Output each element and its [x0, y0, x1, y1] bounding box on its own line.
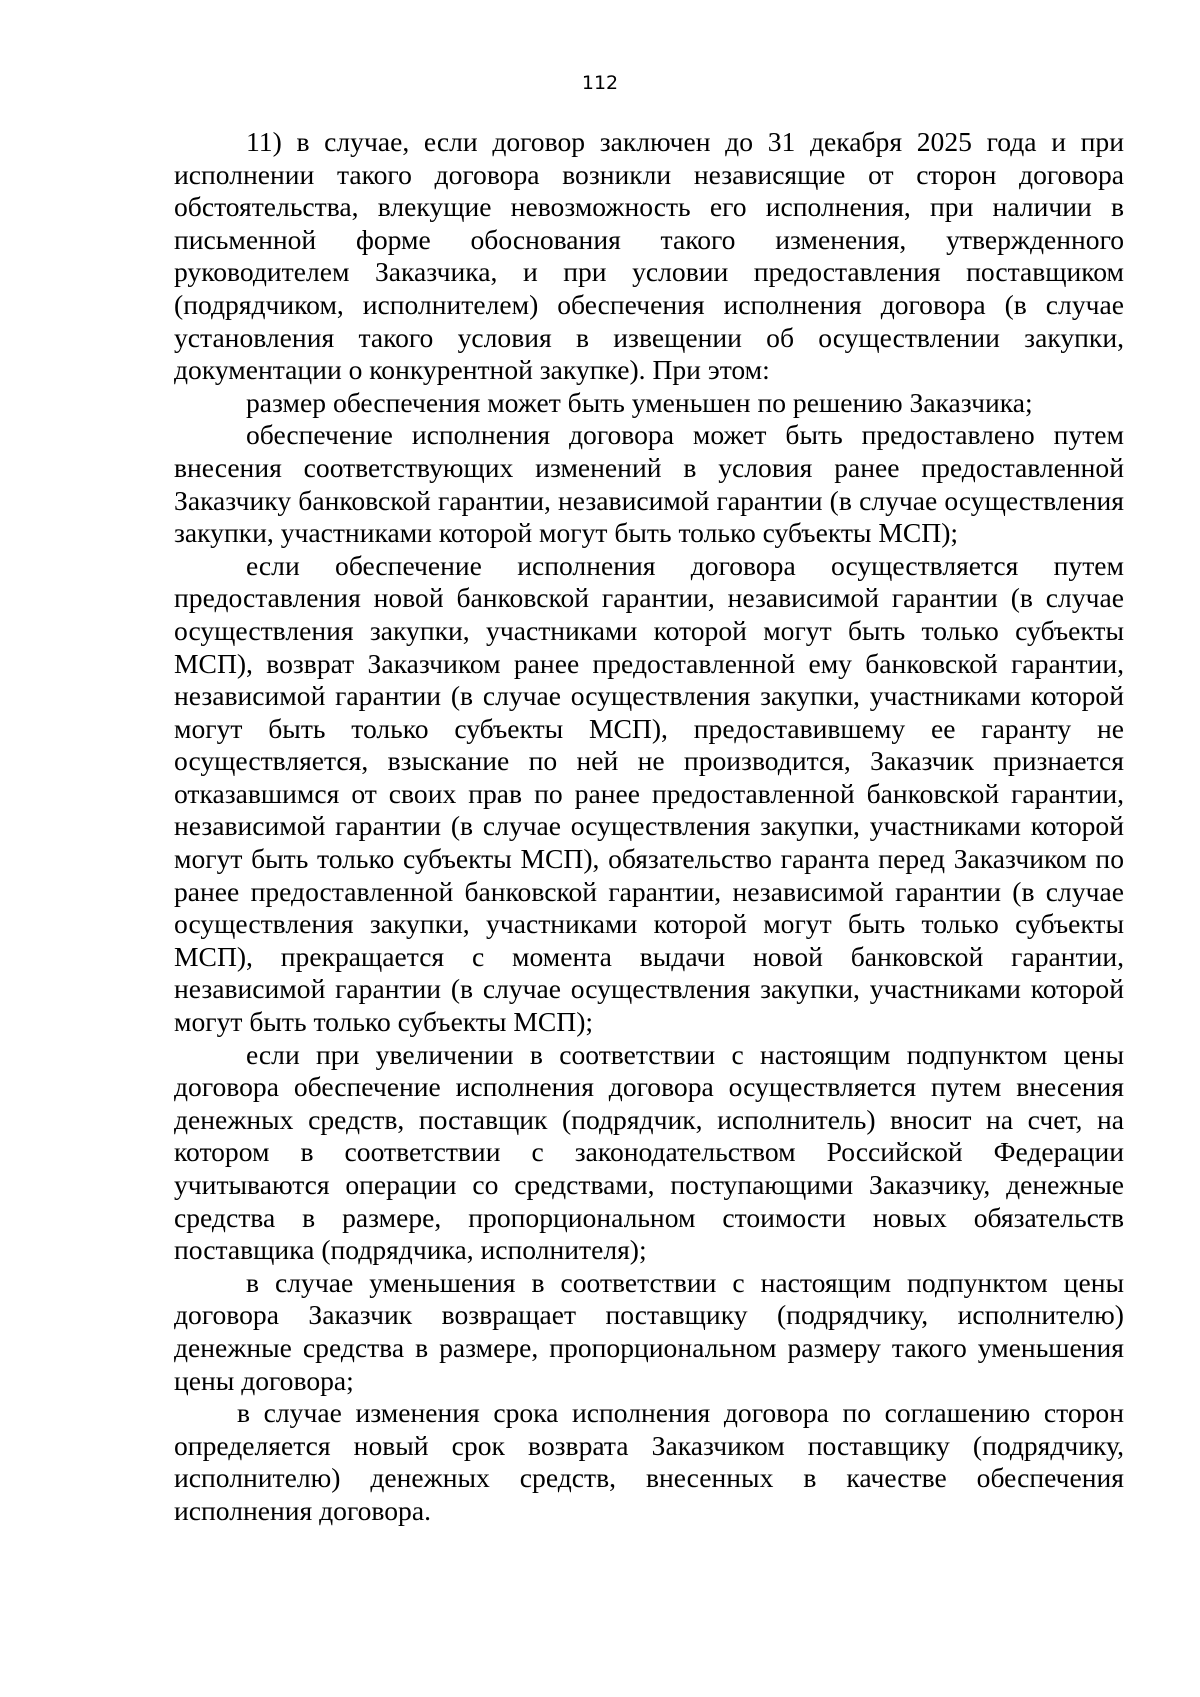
paragraph-item-11: 11) в случае, если договор заключен до 31 декабря 2025 года и при исполнении такого договора возникли независящие от сторон договора обстоятельства, влекущие невозможность его исполнения, при наличии в письменной форме обоснования такого изменения, утвержденного руководителем Заказчика, и при условии предоставления поставщиком (подрядчиком, исполнителем) обеспечения исполнения договора (в случае установления такого условия в извещении об осуществлении закупки, документации о конкурентной закупке). При этом:	[174, 126, 1124, 386]
paragraph-guarantee-amendment: обеспечение исполнения договора может быть предоставлено путем внесения соответствующих изменений в условия ранее предоставленной Заказчику банковской гарантии, независимой гарантии (в случае осуществления закупки, участниками которой могут быть только субъекты МСП);	[174, 419, 1124, 549]
paragraph-price-decrease: в случае уменьшения в соответствии с настоящим подпунктом цены договора Заказчик возвращает поставщику (подрядчику, исполнителю) денежные средства в размере, пропорциональном размеру такого уменьшения цены договора;	[174, 1266, 1124, 1396]
document-body	[174, 126, 1124, 1528]
paragraph-price-increase: если при увеличении в соответствии с настоящим подпунктом цены договора обеспечение исполнения договора осуществляется путем внесения денежных средств, поставщик (подрядчик, исполнитель) вносит на счет, на котором в соответствии с законодательством Российской Федерации учитываются операции со средствами, поступающими Заказчику, денежные средства в размере, пропорциональном стоимости новых обязательств поставщика (подрядчика, исполнителя);	[174, 1038, 1124, 1266]
paragraph-security-reduction: размер обеспечения может быть уменьшен по решению Заказчика;	[246, 386, 1033, 418]
paragraph-new-guarantee: если обеспечение исполнения договора осуществляется путем предоставления новой банковской гарантии, независимой гарантии (в случае осуществления закупки, участниками которой могут быть только субъекты МСП), возврат Заказчиком ранее предоставленной ему банковской гарантии, независимой гарантии (в случае осуществления закупки, участниками которой могут быть только субъекты МСП), предоставившему ее гаранту не осуществляется, взыскание по ней не производится, Заказчик признается отказавшимся от своих прав по ранее предоставленной банковской гарантии, независимой гарантии (в случае осуществления закупки, участниками которой могут быть только субъекты МСП), обязательство гаранта перед Заказчиком по ранее предоставленной банковской гарантии, независимой гарантии (в случае осуществления закупки, участниками которой могут быть только субъекты МСП), прекращается с момента выдачи новой банковской гарантии, независимой гарантии (в случае осуществления закупки, участниками которой могут быть только субъекты МСП);	[174, 549, 1124, 1038]
page-number: 112	[581, 72, 619, 94]
paragraph-term-change: в случае изменения срока исполнения договора по соглашению сторон определяется новый срок возврата Заказчиком поставщику (подрядчику, исполнителю) денежных средств, внесенных в качестве обеспечения исполнения договора.	[174, 1397, 1124, 1526]
